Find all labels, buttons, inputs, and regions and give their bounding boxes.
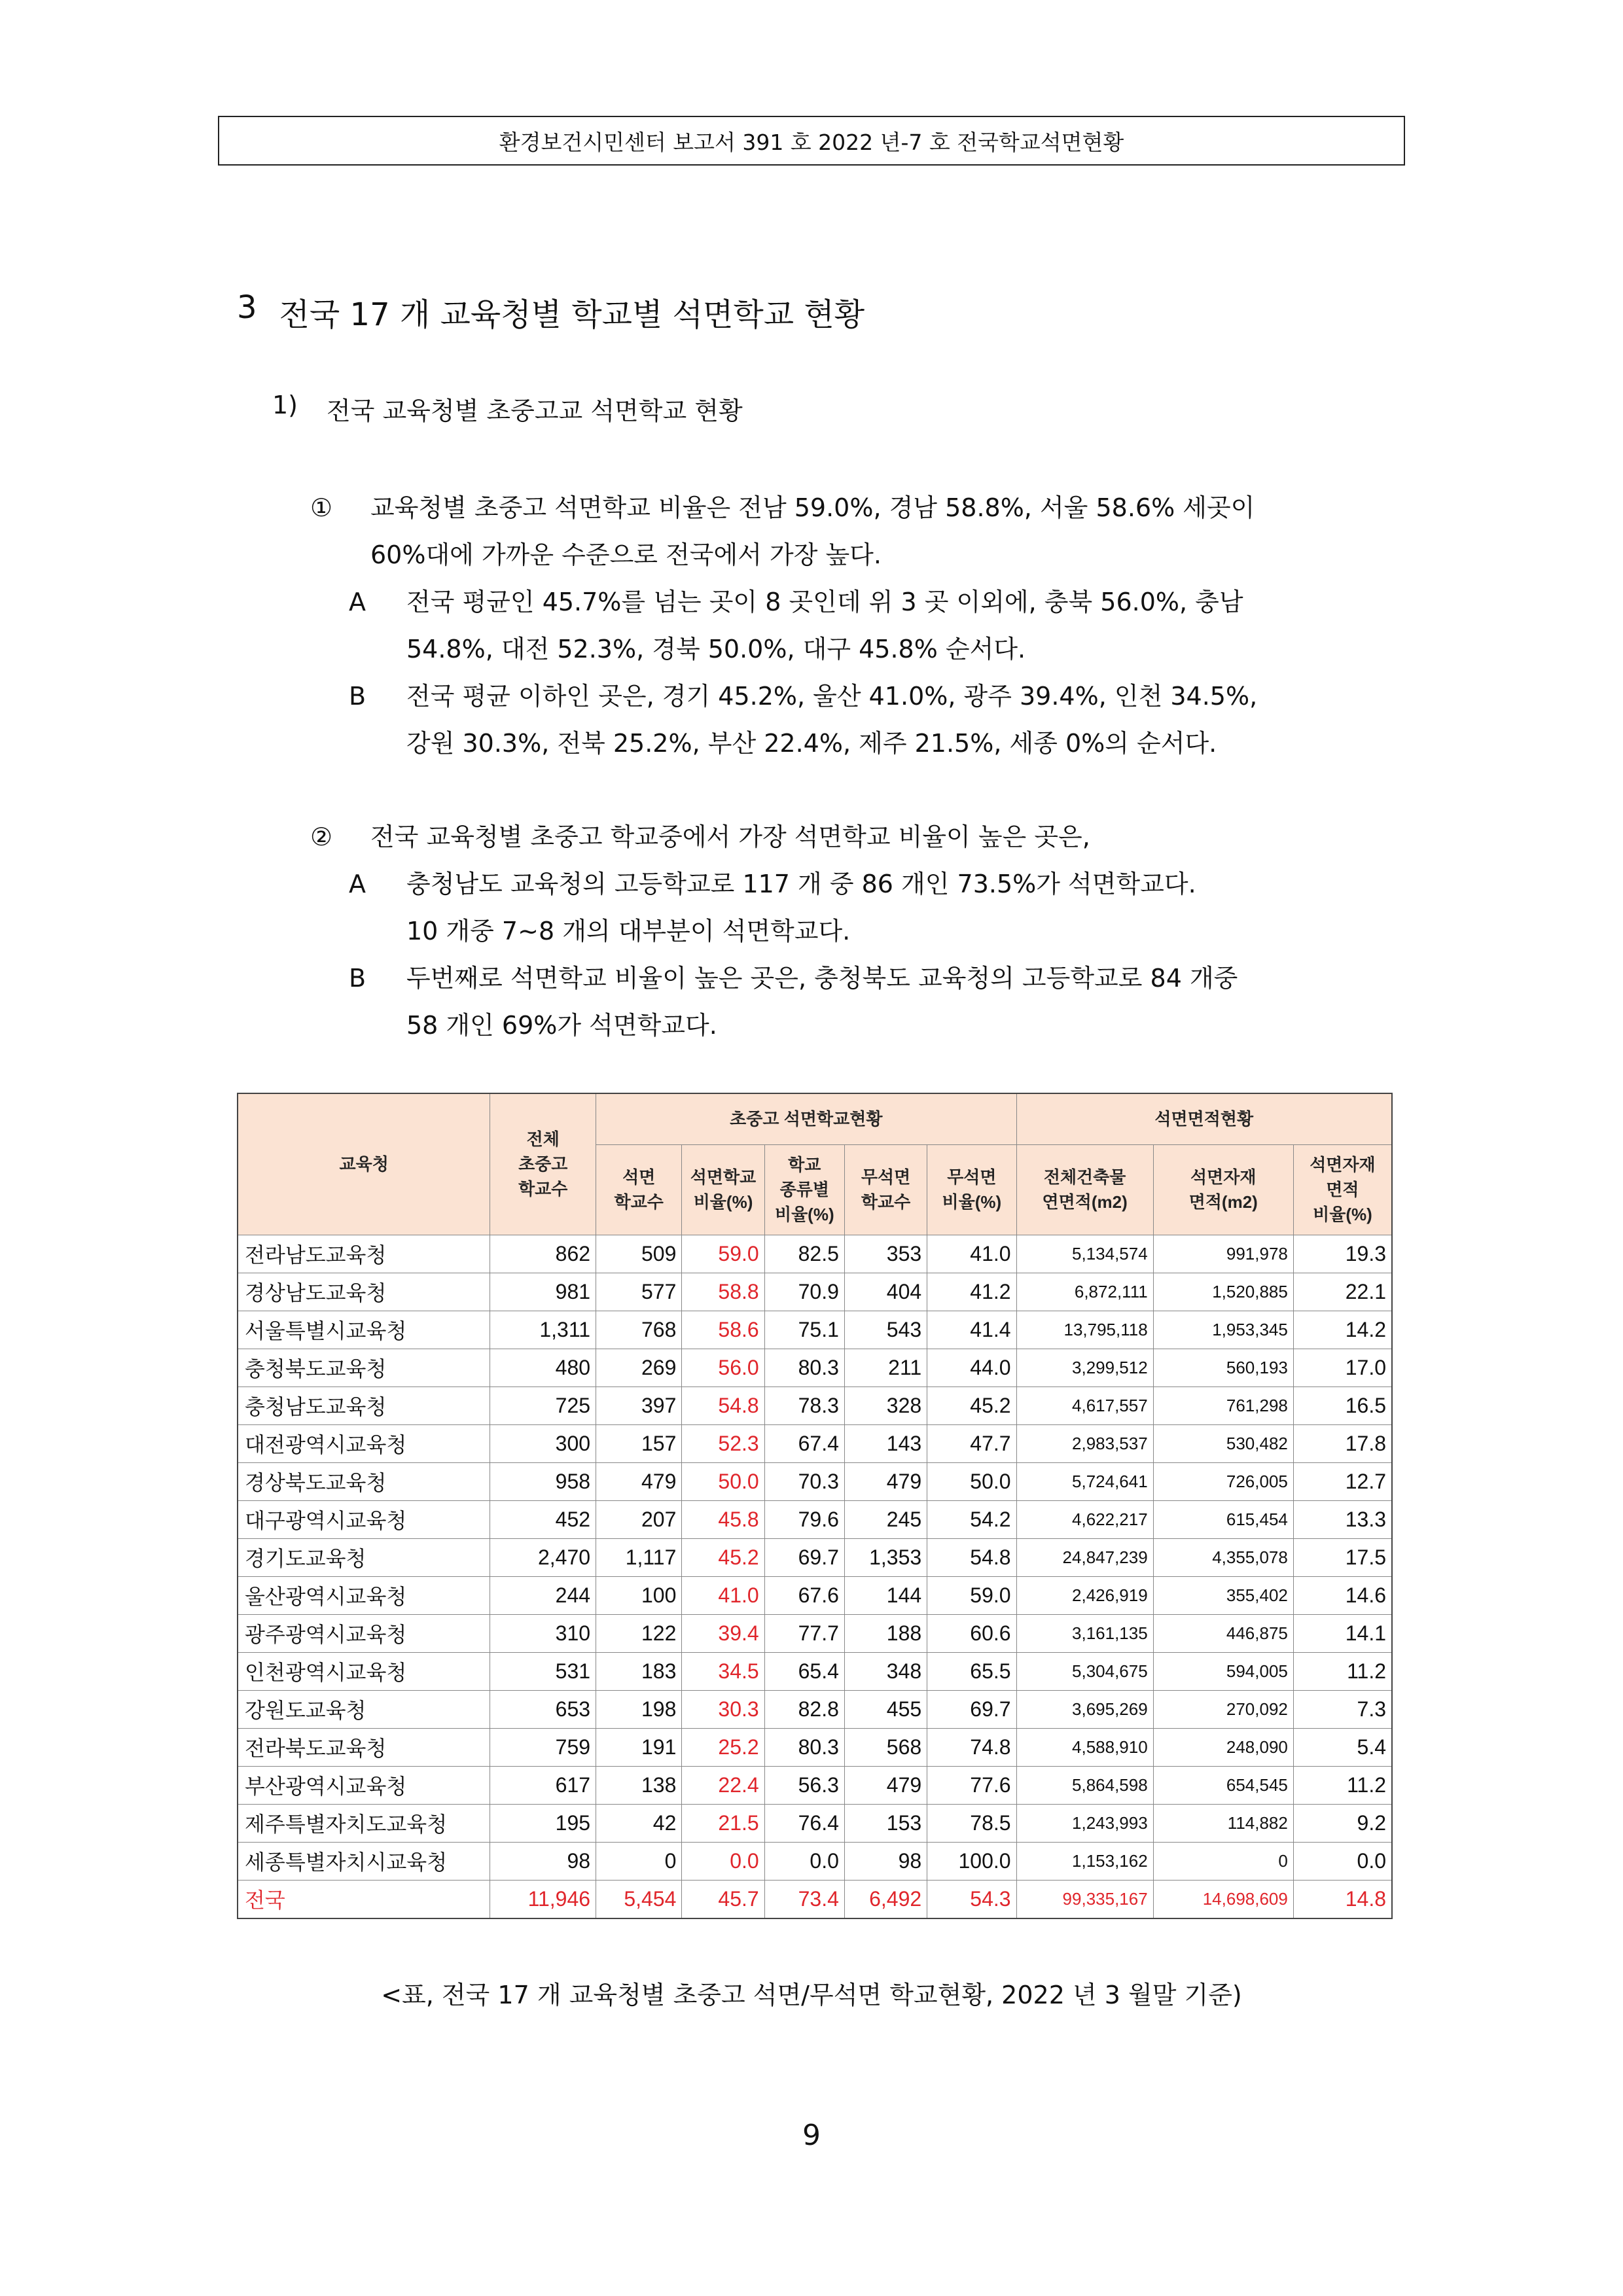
floor-area-cell: 99,335,167 <box>1016 1880 1153 1918</box>
non-asbestos-ratio-cell: 54.2 <box>927 1500 1016 1538</box>
asbestos-ratio-cell: 39.4 <box>682 1614 764 1652</box>
area-ratio-cell: 14.6 <box>1293 1576 1392 1614</box>
total-schools-cell: 1,311 <box>490 1311 596 1349</box>
non-asbestos-count-cell: 153 <box>844 1804 927 1842</box>
floor-area-cell: 5,864,598 <box>1016 1766 1153 1804</box>
non-asbestos-count-cell: 353 <box>844 1235 927 1273</box>
floor-area-cell: 24,847,239 <box>1016 1538 1153 1576</box>
section-number: 3 <box>237 289 257 326</box>
group-header-asbestos-area: 석면면적현황 <box>1016 1093 1392 1144</box>
type-ratio-cell: 67.4 <box>764 1424 844 1462</box>
table-row <box>238 1424 1392 1462</box>
asbestos-area-cell: 761,298 <box>1153 1386 1293 1424</box>
area-ratio-cell: 0.0 <box>1293 1842 1392 1880</box>
col-header-asbestos-area: 석면자재 면적(m2) <box>1153 1144 1293 1235</box>
table-row <box>238 1728 1392 1766</box>
section-title: 전국 17 개 교육청별 학교별 석면학교 현황 <box>279 296 865 333</box>
asbestos-ratio-cell: 21.5 <box>682 1804 764 1842</box>
type-ratio-cell: 56.3 <box>764 1766 844 1804</box>
school-asbestos-table-wrap <box>237 1093 1393 1919</box>
non-asbestos-count-cell: 348 <box>844 1652 927 1690</box>
non-asbestos-ratio-cell: 54.3 <box>927 1880 1016 1918</box>
type-ratio-cell: 70.3 <box>764 1462 844 1500</box>
table-row <box>238 1500 1392 1538</box>
asbestos-ratio-cell: 41.0 <box>682 1576 764 1614</box>
table-row <box>238 1766 1392 1804</box>
office-name-cell: 세종특별자치시교육청 <box>238 1842 490 1880</box>
area-ratio-cell: 17.0 <box>1293 1349 1392 1386</box>
total-schools-cell: 244 <box>490 1576 596 1614</box>
asbestos-ratio-cell: 0.0 <box>682 1842 764 1880</box>
total-schools-cell: 310 <box>490 1614 596 1652</box>
asbestos-area-cell: 560,193 <box>1153 1349 1293 1386</box>
non-asbestos-count-cell: 479 <box>844 1462 927 1500</box>
office-name-cell: 경기도교육청 <box>238 1538 490 1576</box>
asbestos-count-cell: 207 <box>596 1500 682 1538</box>
total-schools-cell: 617 <box>490 1766 596 1804</box>
table-row <box>238 1690 1392 1728</box>
asbestos-count-cell: 183 <box>596 1652 682 1690</box>
non-asbestos-ratio-cell: 69.7 <box>927 1690 1016 1728</box>
area-ratio-cell: 5.4 <box>1293 1728 1392 1766</box>
office-name-cell: 인천광역시교육청 <box>238 1652 490 1690</box>
total-schools-cell: 958 <box>490 1462 596 1500</box>
asbestos-area-cell: 270,092 <box>1153 1690 1293 1728</box>
asbestos-ratio-cell: 45.7 <box>682 1880 764 1918</box>
asbestos-area-cell: 4,355,078 <box>1153 1538 1293 1576</box>
type-ratio-cell: 77.7 <box>764 1614 844 1652</box>
asbestos-count-cell: 397 <box>596 1386 682 1424</box>
asbestos-count-cell: 509 <box>596 1235 682 1273</box>
col-header-non-asbestos-count: 무석면 학교수 <box>844 1144 927 1235</box>
area-ratio-cell: 16.5 <box>1293 1386 1392 1424</box>
area-ratio-cell: 14.1 <box>1293 1614 1392 1652</box>
type-ratio-cell: 65.4 <box>764 1652 844 1690</box>
asbestos-count-cell: 100 <box>596 1576 682 1614</box>
table-row <box>238 1804 1392 1842</box>
asbestos-ratio-cell: 50.0 <box>682 1462 764 1500</box>
asbestos-count-cell: 157 <box>596 1424 682 1462</box>
asbestos-count-cell: 5,454 <box>596 1880 682 1918</box>
floor-area-cell: 2,983,537 <box>1016 1424 1153 1462</box>
floor-area-cell: 6,872,111 <box>1016 1273 1153 1311</box>
group-header-asbestos-schools: 초중고 석면학교현황 <box>596 1093 1017 1144</box>
floor-area-cell: 3,695,269 <box>1016 1690 1153 1728</box>
asbestos-count-cell: 198 <box>596 1690 682 1728</box>
non-asbestos-ratio-cell: 41.4 <box>927 1311 1016 1349</box>
type-ratio-cell: 76.4 <box>764 1804 844 1842</box>
office-name-cell: 전라남도교육청 <box>238 1235 490 1273</box>
col-header-total-schools: 전체 초중고 학교수 <box>490 1093 596 1235</box>
asbestos-count-cell: 42 <box>596 1804 682 1842</box>
office-name-cell: 대전광역시교육청 <box>238 1424 490 1462</box>
asbestos-ratio-cell: 45.8 <box>682 1500 764 1538</box>
area-ratio-cell: 14.8 <box>1293 1880 1392 1918</box>
report-header: 환경보건시민센터 보고서 391 호 2022 년-7 호 전국학교석면현황 <box>218 116 1405 166</box>
non-asbestos-ratio-cell: 45.2 <box>927 1386 1016 1424</box>
asbestos-ratio-cell: 45.2 <box>682 1538 764 1576</box>
floor-area-cell: 3,299,512 <box>1016 1349 1153 1386</box>
non-asbestos-ratio-cell: 78.5 <box>927 1804 1016 1842</box>
asbestos-count-cell: 577 <box>596 1273 682 1311</box>
asbestos-ratio-cell: 52.3 <box>682 1424 764 1462</box>
office-name-cell: 전국 <box>238 1880 490 1918</box>
area-ratio-cell: 13.3 <box>1293 1500 1392 1538</box>
type-ratio-cell: 78.3 <box>764 1386 844 1424</box>
col-header-asbestos-count: 석면 학교수 <box>596 1144 682 1235</box>
total-row <box>238 1880 1392 1918</box>
non-asbestos-ratio-cell: 60.6 <box>927 1614 1016 1652</box>
area-ratio-cell: 19.3 <box>1293 1235 1392 1273</box>
asbestos-area-cell: 615,454 <box>1153 1500 1293 1538</box>
col-header-non-asbestos-ratio: 무석면 비율(%) <box>927 1144 1016 1235</box>
type-ratio-cell: 0.0 <box>764 1842 844 1880</box>
circled-two-marker: ② <box>310 822 333 851</box>
area-ratio-cell: 11.2 <box>1293 1652 1392 1690</box>
floor-area-cell: 13,795,118 <box>1016 1311 1153 1349</box>
asbestos-area-cell: 114,882 <box>1153 1804 1293 1842</box>
non-asbestos-count-cell: 568 <box>844 1728 927 1766</box>
total-schools-cell: 452 <box>490 1500 596 1538</box>
non-asbestos-count-cell: 144 <box>844 1576 927 1614</box>
office-name-cell: 부산광역시교육청 <box>238 1766 490 1804</box>
asbestos-area-cell: 594,005 <box>1153 1652 1293 1690</box>
type-ratio-cell: 82.5 <box>764 1235 844 1273</box>
asbestos-ratio-cell: 25.2 <box>682 1728 764 1766</box>
area-ratio-cell: 11.2 <box>1293 1766 1392 1804</box>
floor-area-cell: 3,161,135 <box>1016 1614 1153 1652</box>
non-asbestos-count-cell: 404 <box>844 1273 927 1311</box>
non-asbestos-count-cell: 6,492 <box>844 1880 927 1918</box>
type-ratio-cell: 79.6 <box>764 1500 844 1538</box>
type-ratio-cell: 82.8 <box>764 1690 844 1728</box>
office-name-cell: 충청북도교육청 <box>238 1349 490 1386</box>
total-schools-cell: 725 <box>490 1386 596 1424</box>
non-asbestos-count-cell: 1,353 <box>844 1538 927 1576</box>
total-schools-cell: 195 <box>490 1804 596 1842</box>
table-row <box>238 1273 1392 1311</box>
office-name-cell: 전라북도교육청 <box>238 1728 490 1766</box>
asbestos-count-cell: 191 <box>596 1728 682 1766</box>
non-asbestos-count-cell: 188 <box>844 1614 927 1652</box>
area-ratio-cell: 17.8 <box>1293 1424 1392 1462</box>
asbestos-area-cell: 14,698,609 <box>1153 1880 1293 1918</box>
non-asbestos-ratio-cell: 41.2 <box>927 1273 1016 1311</box>
asbestos-ratio-cell: 30.3 <box>682 1690 764 1728</box>
non-asbestos-count-cell: 143 <box>844 1424 927 1462</box>
total-schools-cell: 2,470 <box>490 1538 596 1576</box>
asbestos-area-cell: 530,482 <box>1153 1424 1293 1462</box>
asbestos-area-cell: 726,005 <box>1153 1462 1293 1500</box>
school-asbestos-table <box>237 1093 1393 1919</box>
type-ratio-cell: 69.7 <box>764 1538 844 1576</box>
total-schools-cell: 11,946 <box>490 1880 596 1918</box>
table-row <box>238 1538 1392 1576</box>
total-schools-cell: 98 <box>490 1842 596 1880</box>
floor-area-cell: 5,304,675 <box>1016 1652 1153 1690</box>
asbestos-area-cell: 1,520,885 <box>1153 1273 1293 1311</box>
asbestos-area-cell: 0 <box>1153 1842 1293 1880</box>
floor-area-cell: 1,153,162 <box>1016 1842 1153 1880</box>
floor-area-cell: 5,134,574 <box>1016 1235 1153 1273</box>
asbestos-ratio-cell: 58.8 <box>682 1273 764 1311</box>
total-schools-cell: 480 <box>490 1349 596 1386</box>
office-name-cell: 강원도교육청 <box>238 1690 490 1728</box>
area-ratio-cell: 17.5 <box>1293 1538 1392 1576</box>
page-number: 9 <box>802 2119 821 2152</box>
office-name-cell: 경상북도교육청 <box>238 1462 490 1500</box>
area-ratio-cell: 7.3 <box>1293 1690 1392 1728</box>
asbestos-area-cell: 654,545 <box>1153 1766 1293 1804</box>
asbestos-count-cell: 0 <box>596 1842 682 1880</box>
asbestos-area-cell: 446,875 <box>1153 1614 1293 1652</box>
col-header-floor-area: 전체건축물 연면적(m2) <box>1016 1144 1153 1235</box>
non-asbestos-ratio-cell: 54.8 <box>927 1538 1016 1576</box>
non-asbestos-count-cell: 543 <box>844 1311 927 1349</box>
table-row <box>238 1842 1392 1880</box>
asbestos-area-cell: 1,953,345 <box>1153 1311 1293 1349</box>
asbestos-count-cell: 269 <box>596 1349 682 1386</box>
non-asbestos-ratio-cell: 74.8 <box>927 1728 1016 1766</box>
total-schools-cell: 981 <box>490 1273 596 1311</box>
office-name-cell: 서울특별시교육청 <box>238 1311 490 1349</box>
non-asbestos-ratio-cell: 100.0 <box>927 1842 1016 1880</box>
subsection-heading <box>272 391 743 427</box>
table-body <box>238 1235 1392 1918</box>
asbestos-ratio-cell: 22.4 <box>682 1766 764 1804</box>
non-asbestos-count-cell: 479 <box>844 1766 927 1804</box>
non-asbestos-ratio-cell: 59.0 <box>927 1576 1016 1614</box>
asbestos-ratio-cell: 58.6 <box>682 1311 764 1349</box>
asbestos-ratio-cell: 34.5 <box>682 1652 764 1690</box>
total-schools-cell: 531 <box>490 1652 596 1690</box>
asbestos-count-cell: 479 <box>596 1462 682 1500</box>
floor-area-cell: 5,724,641 <box>1016 1462 1153 1500</box>
circled-one-marker: ① <box>310 493 333 522</box>
floor-area-cell: 1,243,993 <box>1016 1804 1153 1842</box>
asbestos-count-cell: 768 <box>596 1311 682 1349</box>
table-row <box>238 1614 1392 1652</box>
type-ratio-cell: 67.6 <box>764 1576 844 1614</box>
asbestos-count-cell: 1,117 <box>596 1538 682 1576</box>
table-row <box>238 1462 1392 1500</box>
type-ratio-cell: 73.4 <box>764 1880 844 1918</box>
floor-area-cell: 4,622,217 <box>1016 1500 1153 1538</box>
office-name-cell: 제주특별자치도교육청 <box>238 1804 490 1842</box>
subsection-number: 1) <box>272 391 298 419</box>
table-row <box>238 1349 1392 1386</box>
type-ratio-cell: 80.3 <box>764 1349 844 1386</box>
non-asbestos-ratio-cell: 50.0 <box>927 1462 1016 1500</box>
office-name-cell: 울산광역시교육청 <box>238 1576 490 1614</box>
asbestos-area-cell: 248,090 <box>1153 1728 1293 1766</box>
asbestos-area-cell: 355,402 <box>1153 1576 1293 1614</box>
subsection-title: 전국 교육청별 초중고교 석면학교 현황 <box>327 397 743 425</box>
area-ratio-cell: 22.1 <box>1293 1273 1392 1311</box>
total-schools-cell: 862 <box>490 1235 596 1273</box>
non-asbestos-ratio-cell: 47.7 <box>927 1424 1016 1462</box>
non-asbestos-ratio-cell: 77.6 <box>927 1766 1016 1804</box>
floor-area-cell: 4,588,910 <box>1016 1728 1153 1766</box>
table-row <box>238 1576 1392 1614</box>
office-name-cell: 광주광역시교육청 <box>238 1614 490 1652</box>
table-row <box>238 1311 1392 1349</box>
col-header-type-ratio: 학교 종류별 비율(%) <box>764 1144 844 1235</box>
total-schools-cell: 653 <box>490 1690 596 1728</box>
col-header-office: 교육청 <box>238 1093 490 1235</box>
asbestos-ratio-cell: 59.0 <box>682 1235 764 1273</box>
non-asbestos-count-cell: 245 <box>844 1500 927 1538</box>
table-caption: <표, 전국 17 개 교육청별 초중고 석면/무석면 학교현황, 2022 년 3 월말 기준) <box>381 1981 1242 2009</box>
floor-area-cell: 2,426,919 <box>1016 1576 1153 1614</box>
type-ratio-cell: 80.3 <box>764 1728 844 1766</box>
office-name-cell: 경상남도교육청 <box>238 1273 490 1311</box>
col-header-asbestos-ratio: 석면학교 비율(%) <box>682 1144 764 1235</box>
table-row <box>238 1652 1392 1690</box>
non-asbestos-ratio-cell: 41.0 <box>927 1235 1016 1273</box>
asbestos-ratio-cell: 56.0 <box>682 1349 764 1386</box>
total-schools-cell: 300 <box>490 1424 596 1462</box>
type-ratio-cell: 70.9 <box>764 1273 844 1311</box>
asbestos-ratio-cell: 54.8 <box>682 1386 764 1424</box>
table-row <box>238 1235 1392 1273</box>
office-name-cell: 충청남도교육청 <box>238 1386 490 1424</box>
section-heading <box>237 289 865 334</box>
asbestos-count-cell: 122 <box>596 1614 682 1652</box>
type-ratio-cell: 75.1 <box>764 1311 844 1349</box>
non-asbestos-count-cell: 328 <box>844 1386 927 1424</box>
area-ratio-cell: 14.2 <box>1293 1311 1392 1349</box>
col-header-area-ratio: 석면자재 면적 비율(%) <box>1293 1144 1392 1235</box>
office-name-cell: 대구광역시교육청 <box>238 1500 490 1538</box>
non-asbestos-count-cell: 455 <box>844 1690 927 1728</box>
table-row <box>238 1386 1392 1424</box>
asbestos-count-cell: 138 <box>596 1766 682 1804</box>
non-asbestos-count-cell: 211 <box>844 1349 927 1386</box>
non-asbestos-count-cell: 98 <box>844 1842 927 1880</box>
area-ratio-cell: 9.2 <box>1293 1804 1392 1842</box>
non-asbestos-ratio-cell: 44.0 <box>927 1349 1016 1386</box>
non-asbestos-ratio-cell: 65.5 <box>927 1652 1016 1690</box>
asbestos-area-cell: 991,978 <box>1153 1235 1293 1273</box>
total-schools-cell: 759 <box>490 1728 596 1766</box>
floor-area-cell: 4,617,557 <box>1016 1386 1153 1424</box>
area-ratio-cell: 12.7 <box>1293 1462 1392 1500</box>
